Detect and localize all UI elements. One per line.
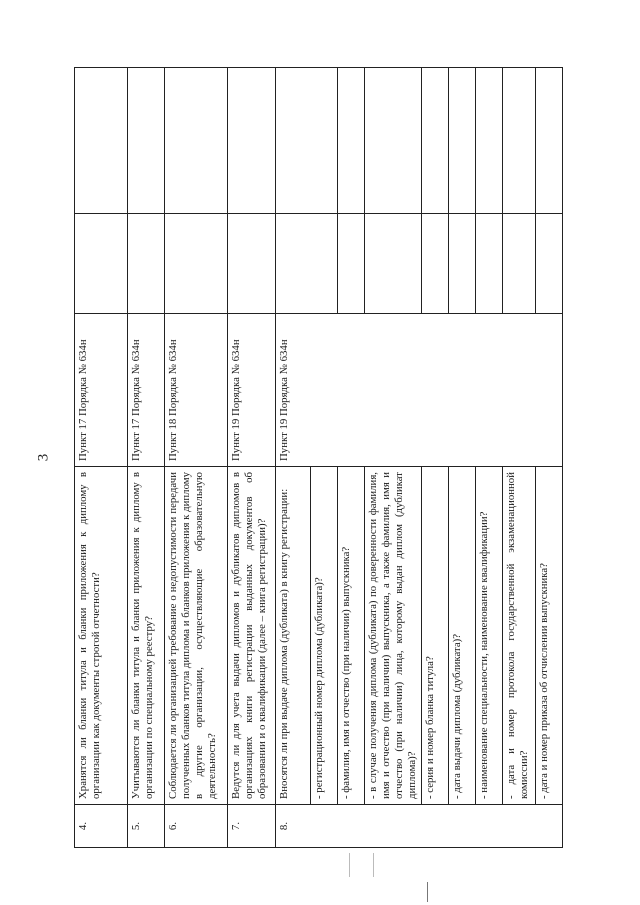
notes-cell [276, 68, 338, 214]
row-number: 6. [165, 805, 228, 848]
sub-question: - дата выдачи диплома (дубликата)? [448, 467, 475, 805]
table-row [75, 68, 128, 848]
table-row [128, 68, 165, 848]
sub-question: - дата и номер приказа об отчислении выпускника? [535, 467, 562, 805]
notes-cell [448, 68, 475, 214]
reference-text: Пункт 19 Порядка № 634н [276, 314, 563, 467]
notes-cell [228, 68, 276, 214]
sub-question: - регистрационный номер диплома (дубликата)? [311, 467, 338, 805]
answer-cell [365, 214, 422, 314]
answer-cell [228, 214, 276, 314]
reference-text: Пункт 17 Порядка № 634н [128, 314, 165, 467]
question-text: Ведутся ли для учета выдачи дипломов и дубликатов дипломов в организациях книги регистрации выданных документов об образовании и о квалификации (далее – книга регистрации)? [228, 467, 276, 805]
sub-question: - в случае получения диплома (дубликата) по доверенности фамилия, имя и отчество (при наличии) выпускника, а также фамилия, имя и отчество (при наличии) лица, которому выдан диплом (дубликат диплома)? [365, 467, 422, 805]
answer-cell [338, 214, 365, 314]
table-row [228, 68, 276, 848]
row-number: 4. [75, 805, 128, 848]
notes-cell [75, 68, 128, 214]
sub-question: - наименование специальности, наименование квалификации? [475, 467, 502, 805]
row-number: 5. [128, 805, 165, 848]
answer-cell [276, 214, 338, 314]
reference-text: Пункт 17 Порядка № 634н [75, 314, 128, 467]
notes-cell [535, 68, 562, 214]
notes-cell [421, 68, 448, 214]
row-number: 8. [276, 805, 563, 848]
notes-cell [338, 68, 365, 214]
reference-text: Пункт 18 Порядка № 634н [165, 314, 228, 467]
rotated-checklist [74, 68, 599, 848]
answer-cell [75, 214, 128, 314]
answer-cell [128, 214, 165, 314]
checklist-table [74, 67, 563, 848]
notes-cell [502, 68, 535, 214]
answer-cell [502, 214, 535, 314]
notes-cell [128, 68, 165, 214]
margin-mark [427, 882, 428, 902]
answer-cell [475, 214, 502, 314]
answer-cell [448, 214, 475, 314]
table-row [276, 68, 311, 848]
question-text: Соблюдается ли организацией требование о недопустимости передачи полученных бланков титула диплома и бланков приложения к диплому в другие организации, осуществляющие образовательную деятельность? [165, 467, 228, 805]
answer-cell [421, 214, 448, 314]
notes-cell [365, 68, 422, 214]
question-text: Хранятся ли бланки титула и бланки приложения к диплому в организации как документы строгой отчетности? [75, 467, 128, 805]
margin-mark [349, 853, 350, 877]
table-row [165, 68, 228, 848]
sub-question: - дата и номер протокола государственной экзаменационной комиссии? [502, 467, 535, 805]
notes-cell [475, 68, 502, 214]
answer-cell [535, 214, 562, 314]
question-text: Учитываются ли бланки титула и бланки приложения к диплому в организации по специальному реестру? [128, 467, 165, 805]
question-text: Вносятся ли при выдаче диплома (дубликата) в книгу регистрации: [276, 467, 311, 805]
page-number: 3 [35, 453, 52, 462]
reference-text: Пункт 19 Порядка № 634н [228, 314, 276, 467]
margin-mark [373, 853, 374, 877]
sub-question: - серия и номер бланка титула? [421, 467, 448, 805]
sub-question: - фамилия, имя и отчество (при наличии) выпускника? [338, 467, 365, 805]
row-number: 7. [228, 805, 276, 848]
answer-cell [165, 214, 228, 314]
notes-cell [165, 68, 228, 214]
